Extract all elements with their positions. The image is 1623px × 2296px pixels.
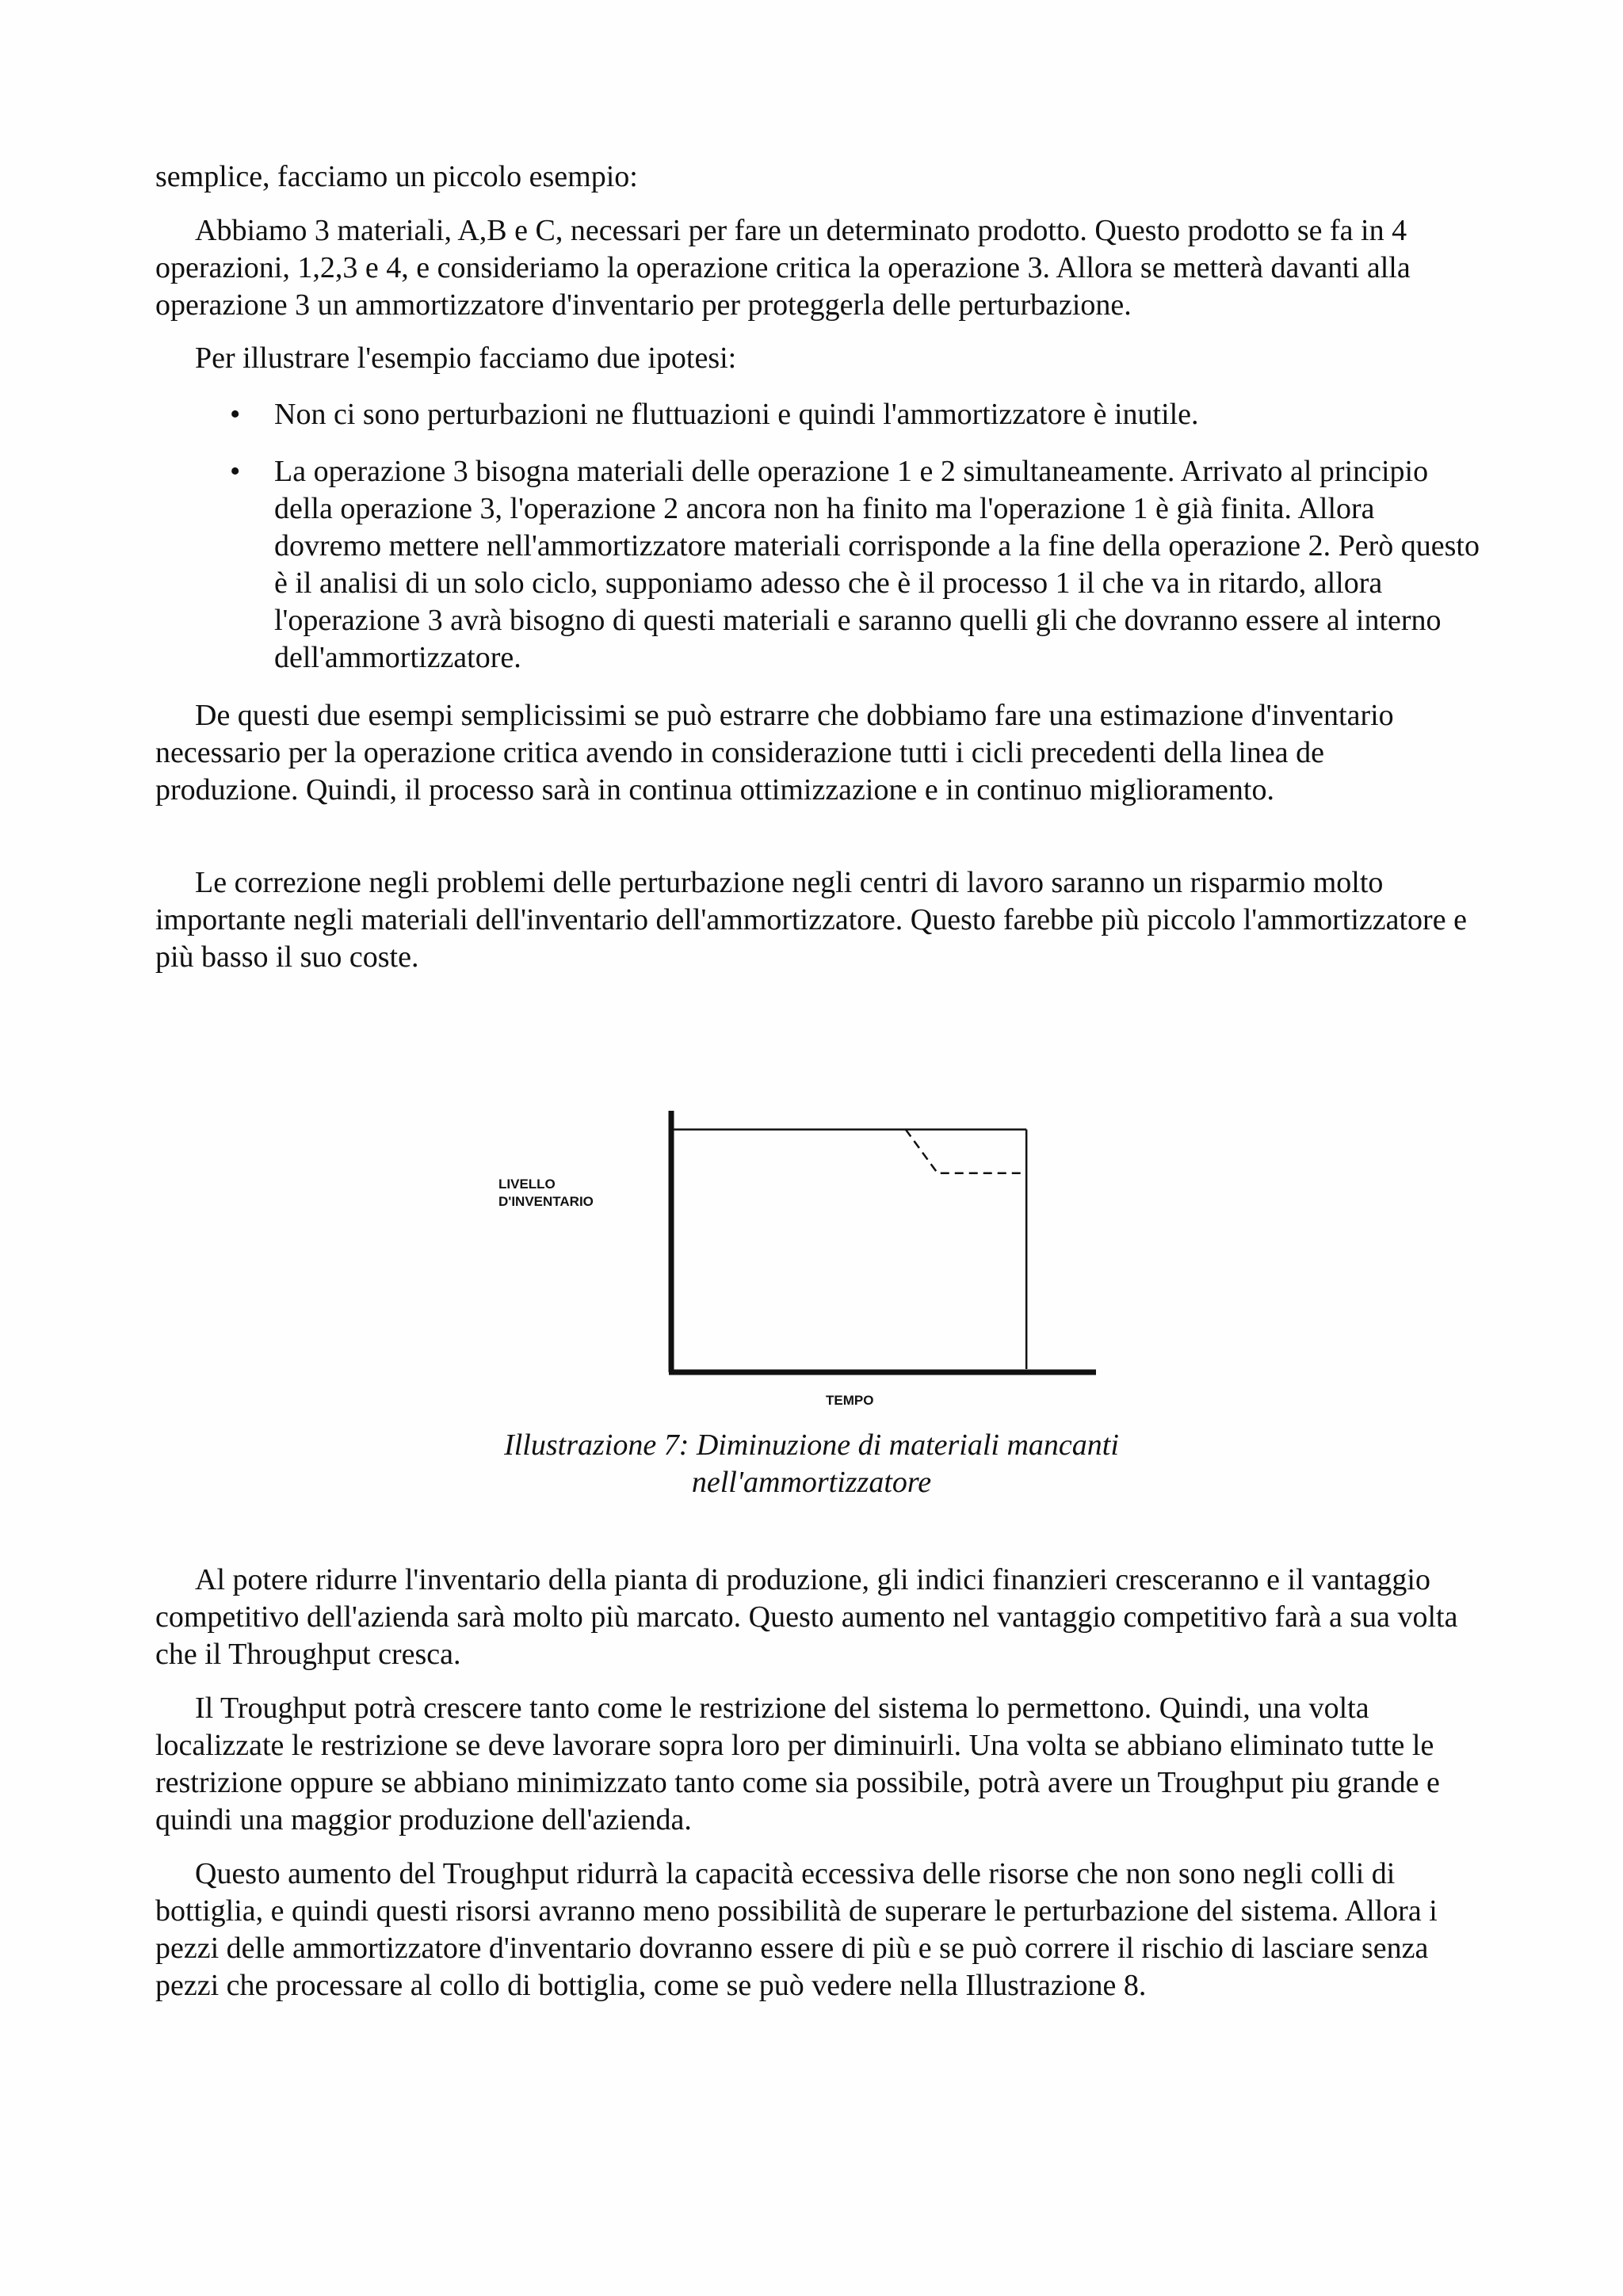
paragraph-example: Abbiamo 3 materiali, A,B e C, necessari per fare un determinato prodotto. Questo prodotto se fa in 4 operazioni, 1,2,3 e 4, e consideriamo la operazione critica la operazione 3. Allora se metterà davanti alla operazione 3 un ammortizzatore d'inventario per proteggerla delle perturbazione. — [155, 214, 1411, 322]
paragraph-corrections: Le correzione negli problemi delle perturbazione negli centri di lavoro saranno un risparmio molto importante negli materiali dell'inventario dell'ammortizzatore. Questo farebbe più piccolo l'ammortizzatore e più basso il suo coste. — [155, 866, 1467, 974]
chart-canvas — [475, 1093, 1109, 1426]
y-axis-label-line1: LIVELLO — [498, 1177, 556, 1192]
paragraph-hypotheses: Per illustrare l'esempio facciamo due ipotesi: — [195, 341, 737, 375]
series-line-decrease — [906, 1130, 1026, 1173]
figure-caption-line1: Illustrazione 7: Diminuzione di materiali mancanti — [504, 1428, 1119, 1462]
bullet-icon: • — [230, 398, 241, 431]
x-axis-label: TEMPO — [826, 1393, 874, 1408]
y-axis-label-line2: D'INVENTARIO — [498, 1194, 594, 1209]
figure-caption-line2: nell'ammortizzatore — [691, 1466, 932, 1499]
bullet-item-1 — [230, 396, 1487, 433]
paragraph-financial: Al potere ridurre l'inventario della pianta di produzione, gli indici finanzieri cresceranno e il vantaggio competitivo dell'azienda sarà molto più marcato. Questo aumento nel vantaggio competitivo farà a sua volta che il Throughput cresca. — [155, 1563, 1458, 1671]
bullet-text: Non ci sono perturbazioni ne fluttuazioni e quindi l'ammortizzatore è inutile. — [274, 398, 1199, 431]
bullet-icon: • — [230, 455, 241, 488]
paragraph-throughput: Il Troughput potrà crescere tanto come le restrizione del sistema lo permettono. Quindi, una volta localizzate le restrizione se deve lavorare sopra loro per diminuirli. Una volta se abbiano eliminato tutte le restrizione oppure se abbiano minimizzato tanto come sia possibile, potrà avere un Troughput piu grande e quindi una maggior produzione dell'azienda. — [155, 1691, 1440, 1836]
bullet-item-2 — [230, 453, 1487, 677]
paragraph-capacity: Questo aumento del Troughput ridurrà la capacità eccessiva delle risorse che non sono negli colli di bottiglia, e quindi questi risorsi avranno meno possibilità de superare le perturbazione del sistema. Allora i pezzi delle ammortizzatore d'inventario dovranno essere di più e se può correre il rischio di lasciare senza pezzi che processare al collo di bottiglia, come se può vedere nella Illustrazione 8. — [155, 1857, 1438, 2002]
paragraph-intro: semplice, facciamo un piccolo esempio: — [155, 160, 638, 193]
inventory-level-chart — [475, 1093, 1109, 1426]
paragraph-conclusion: De questi due esempi semplicissimi se può estrarre che dobbiamo fare una estimazione d'inventario necessario per la operazione critica avendo in considerazione tutti i cicli precedenti della linea de produzione. Quindi, il processo sarà in continua ottimizzazione e in continuo miglioramento. — [155, 699, 1394, 807]
bullet-text: La operazione 3 bisogna materiali delle operazione 1 e 2 simultaneamente. Arrivato al principio della operazione 3, l'operazione 2 ancora non ha finito ma l'operazione 1 è già finita. Allora dovremo mettere nell'ammortizzatore materiali corrisponde a la fine della operazione 2. Però questo è il analisi di un solo ciclo, supponiamo adesso che è il processo 1 il che va in ritardo, allora l'operazione 3 avrà bisogno di questi materiali e saranno quelli gli che dovranno essere al interno dell'ammortizzatore. — [274, 455, 1480, 674]
